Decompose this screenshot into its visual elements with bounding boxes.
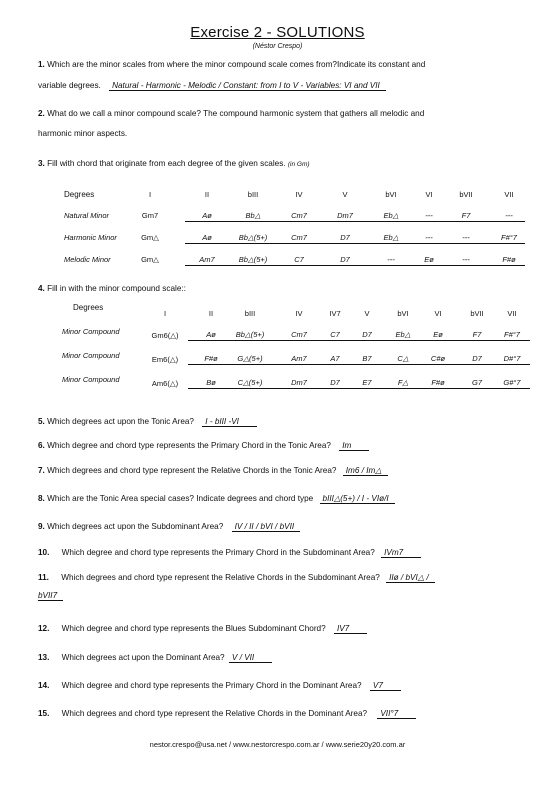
chord-cell: Am7 xyxy=(291,354,307,363)
question-number: 2. xyxy=(38,109,45,118)
chord-cell: Dm7 xyxy=(337,211,353,220)
chord-cell: --- xyxy=(505,211,513,220)
question-number: 7. xyxy=(38,466,45,475)
question-7 xyxy=(38,465,388,476)
question-number: 6. xyxy=(38,441,45,450)
answer-field: I - bIII -VI xyxy=(202,417,257,427)
chord-cell: Eb△ xyxy=(383,233,399,242)
question-number: 5. xyxy=(38,417,45,426)
degree-header: I xyxy=(148,190,152,199)
question-11-continued xyxy=(38,590,63,601)
question-number: 9. xyxy=(38,522,45,531)
answer-field: IVm7 xyxy=(381,548,421,558)
table-header-degrees: Degrees xyxy=(64,190,95,199)
question-text: Which degree and chord type represents the Blues Subdominant Chord? xyxy=(61,624,326,633)
author-credit: (Néstor Crespo) xyxy=(252,43,303,50)
page-title: Exercise 2 - SOLUTIONS xyxy=(190,24,365,41)
question-number: 4. xyxy=(38,284,45,293)
chord-cell: Cm7 xyxy=(291,330,307,339)
chord-cell: --- xyxy=(387,255,395,264)
question-text: harmonic minor aspects. xyxy=(38,129,128,138)
chord-cell: D7 xyxy=(330,378,340,387)
chord-cell: Bb△(5+) xyxy=(235,330,265,339)
degree-header: IV xyxy=(295,309,303,318)
chord-cell: D#°7 xyxy=(503,354,521,363)
chord-cell: D7 xyxy=(340,233,350,242)
chord-cell: F7 xyxy=(461,211,471,220)
question-text: Which degrees act upon the Subdominant Area? xyxy=(47,522,224,531)
question-13 xyxy=(38,652,272,663)
question-number: 1. xyxy=(38,60,45,69)
chord-cell: C#ø xyxy=(430,354,446,363)
degree-header: bIII xyxy=(244,309,256,318)
answer-field: V / VII xyxy=(229,653,272,663)
answer-field: Im6 / Im△ xyxy=(343,466,388,476)
chord-root: Gm7 xyxy=(141,211,159,220)
question-5 xyxy=(38,416,257,427)
chord-cell: Eb△ xyxy=(395,330,411,339)
chord-cell: F#ø xyxy=(502,255,516,264)
question-number: 14. xyxy=(38,681,50,690)
question-text: Which degree and chord type represents the Primary Chord in the Tonic Area? xyxy=(47,441,331,450)
degree-header: bVI xyxy=(397,309,409,318)
question-number: 3. xyxy=(38,159,45,168)
chord-root: Gm6(△) xyxy=(151,331,179,340)
degree-header: VI xyxy=(434,309,442,318)
question-8 xyxy=(38,493,395,504)
chord-cell: G△(5+) xyxy=(237,354,263,363)
answer-line xyxy=(188,340,530,341)
answer-line xyxy=(188,364,530,365)
scale-row-label: Melodic Minor xyxy=(64,255,111,264)
chord-cell: D7 xyxy=(472,354,482,363)
answer-field: Im xyxy=(339,441,369,451)
question-text: Which are the minor scales from where the minor compound scale comes from?Indicate its constant and xyxy=(47,60,426,69)
question-text: Which are the Tonic Area special cases? Indicate degrees and chord type xyxy=(47,494,314,503)
degree-header: bVII xyxy=(459,190,473,199)
scale-row-label: Harmonic Minor xyxy=(64,233,117,242)
question-number: 10. xyxy=(38,548,50,557)
question-text: Which degrees act upon the Dominant Area? xyxy=(61,653,225,662)
chord-root: Em6(△) xyxy=(151,355,179,364)
scale-row-label: Minor Compound xyxy=(62,351,120,360)
answer-field: Natural - Harmonic - Melodic / Constant: from I to V - Variables: VI and VII xyxy=(109,81,386,91)
scale-row-label: Minor Compound xyxy=(62,327,120,336)
chord-cell: Dm7 xyxy=(291,378,307,387)
answer-field: IIø / bVI△ / xyxy=(386,573,435,583)
scale-row-label: Natural Minor xyxy=(64,211,110,220)
chord-cell: Eø xyxy=(424,255,434,264)
chord-cell: --- xyxy=(462,255,470,264)
chord-cell: C7 xyxy=(330,330,340,339)
chord-cell: Bb△(5+) xyxy=(238,233,268,242)
question-11 xyxy=(38,572,435,583)
chord-cell: D7 xyxy=(340,255,350,264)
answer-field: IV7 xyxy=(334,624,367,634)
degree-header: II xyxy=(208,309,214,318)
question-12 xyxy=(38,623,367,634)
chord-cell: B7 xyxy=(362,354,372,363)
degree-header: bVII xyxy=(470,309,484,318)
question-15 xyxy=(38,708,416,719)
question-text: Which degrees and chord type represent the Relative Chords in the Dominant Area? xyxy=(61,709,368,718)
degree-header: I xyxy=(163,309,167,318)
chord-root: Am6(△) xyxy=(151,379,179,388)
answer-field: bVII7 xyxy=(38,591,63,601)
chord-cell: Bb△ xyxy=(245,211,261,220)
chord-cell: --- xyxy=(425,233,433,242)
chord-cell: E7 xyxy=(362,378,372,387)
chord-cell: C7 xyxy=(294,255,304,264)
question-number: 8. xyxy=(38,494,45,503)
question-text: Which degree and chord type represents the Primary Chord in the Dominant Area? xyxy=(61,681,362,690)
chord-cell: F#ø xyxy=(431,378,445,387)
chord-cell: F#°7 xyxy=(501,233,517,242)
degree-header: IV xyxy=(295,190,303,199)
scale-row-label: Minor Compound xyxy=(62,375,120,384)
chord-cell: G7 xyxy=(471,378,482,387)
chord-cell: G#°7 xyxy=(503,378,521,387)
chord-cell: F△ xyxy=(397,378,409,387)
chord-root: Gm△ xyxy=(141,255,159,264)
answer-field: V7 xyxy=(370,681,401,691)
question-10 xyxy=(38,547,421,558)
chord-cell: Am7 xyxy=(199,255,215,264)
chord-cell: F#ø xyxy=(204,354,218,363)
key-note: (in Gm) xyxy=(287,161,310,168)
degree-header: VII xyxy=(507,309,517,318)
chord-cell: A7 xyxy=(330,354,340,363)
question-number: 13. xyxy=(38,653,50,662)
question-text: variable degrees. xyxy=(38,81,101,90)
degree-header: bIII xyxy=(247,190,259,199)
question-number: 12. xyxy=(38,624,50,633)
chord-cell: Bb△(5+) xyxy=(238,255,268,264)
chord-cell: D7 xyxy=(362,330,372,339)
question-number: 11. xyxy=(38,573,49,582)
chord-cell: Aø xyxy=(206,330,216,339)
chord-cell: Aø xyxy=(202,211,212,220)
degree-header: IV7 xyxy=(329,309,341,318)
question-text: Which degrees and chord type represent the Relative Chords in the Subdominant Area? xyxy=(61,573,380,582)
question-text: Which degrees and chord type represent the Relative Chords in the Tonic Area? xyxy=(47,466,337,475)
answer-field: VII°7 xyxy=(377,709,416,719)
question-14 xyxy=(38,680,401,691)
question-text: Which degree and chord type represents the Primary Chord in the Subdominant Area? xyxy=(61,548,375,557)
chord-cell: C△ xyxy=(397,354,409,363)
question-text: What do we call a minor compound scale? The compound harmonic system that gathers all melodic and xyxy=(47,109,425,118)
question-9 xyxy=(38,521,300,532)
chord-cell: Cm7 xyxy=(291,233,307,242)
footer-contact: nestor.crespo@usa.net / www.nestorcrespo.com.ar / www.serie20y20.com.ar xyxy=(149,740,406,749)
chord-cell: F7 xyxy=(472,330,482,339)
degree-header: V xyxy=(342,190,348,199)
chord-cell: C△(5+) xyxy=(237,378,263,387)
degree-header: bVI xyxy=(385,190,397,199)
chord-cell: --- xyxy=(425,211,433,220)
answer-field: IV / II / bVI / bVII xyxy=(232,522,301,532)
chord-cell: Aø xyxy=(202,233,212,242)
table-header-degrees: Degrees xyxy=(73,303,104,312)
chord-cell: Cm7 xyxy=(291,211,307,220)
answer-line xyxy=(188,388,530,389)
chord-cell: Bø xyxy=(206,378,216,387)
degree-header: VI xyxy=(425,190,433,199)
question-6 xyxy=(38,440,369,451)
chord-cell: Eø xyxy=(433,330,443,339)
chord-cell: --- xyxy=(462,233,470,242)
degree-header: VII xyxy=(504,190,514,199)
question-text: Fill with chord that originate from each degree of the given scales. xyxy=(47,159,286,168)
degree-header: II xyxy=(204,190,210,199)
chord-cell: F#°7 xyxy=(504,330,520,339)
question-text: Fill in with the minor compound scale:: xyxy=(47,284,186,293)
chord-root: Gm△ xyxy=(141,233,159,242)
answer-field: bIII△(5+) / I - VIø/I xyxy=(320,494,395,504)
chord-cell: Eb△ xyxy=(383,211,399,220)
degree-header: V xyxy=(364,309,370,318)
question-text: Which degrees act upon the Tonic Area? xyxy=(47,417,194,426)
question-number: 15. xyxy=(38,709,50,718)
